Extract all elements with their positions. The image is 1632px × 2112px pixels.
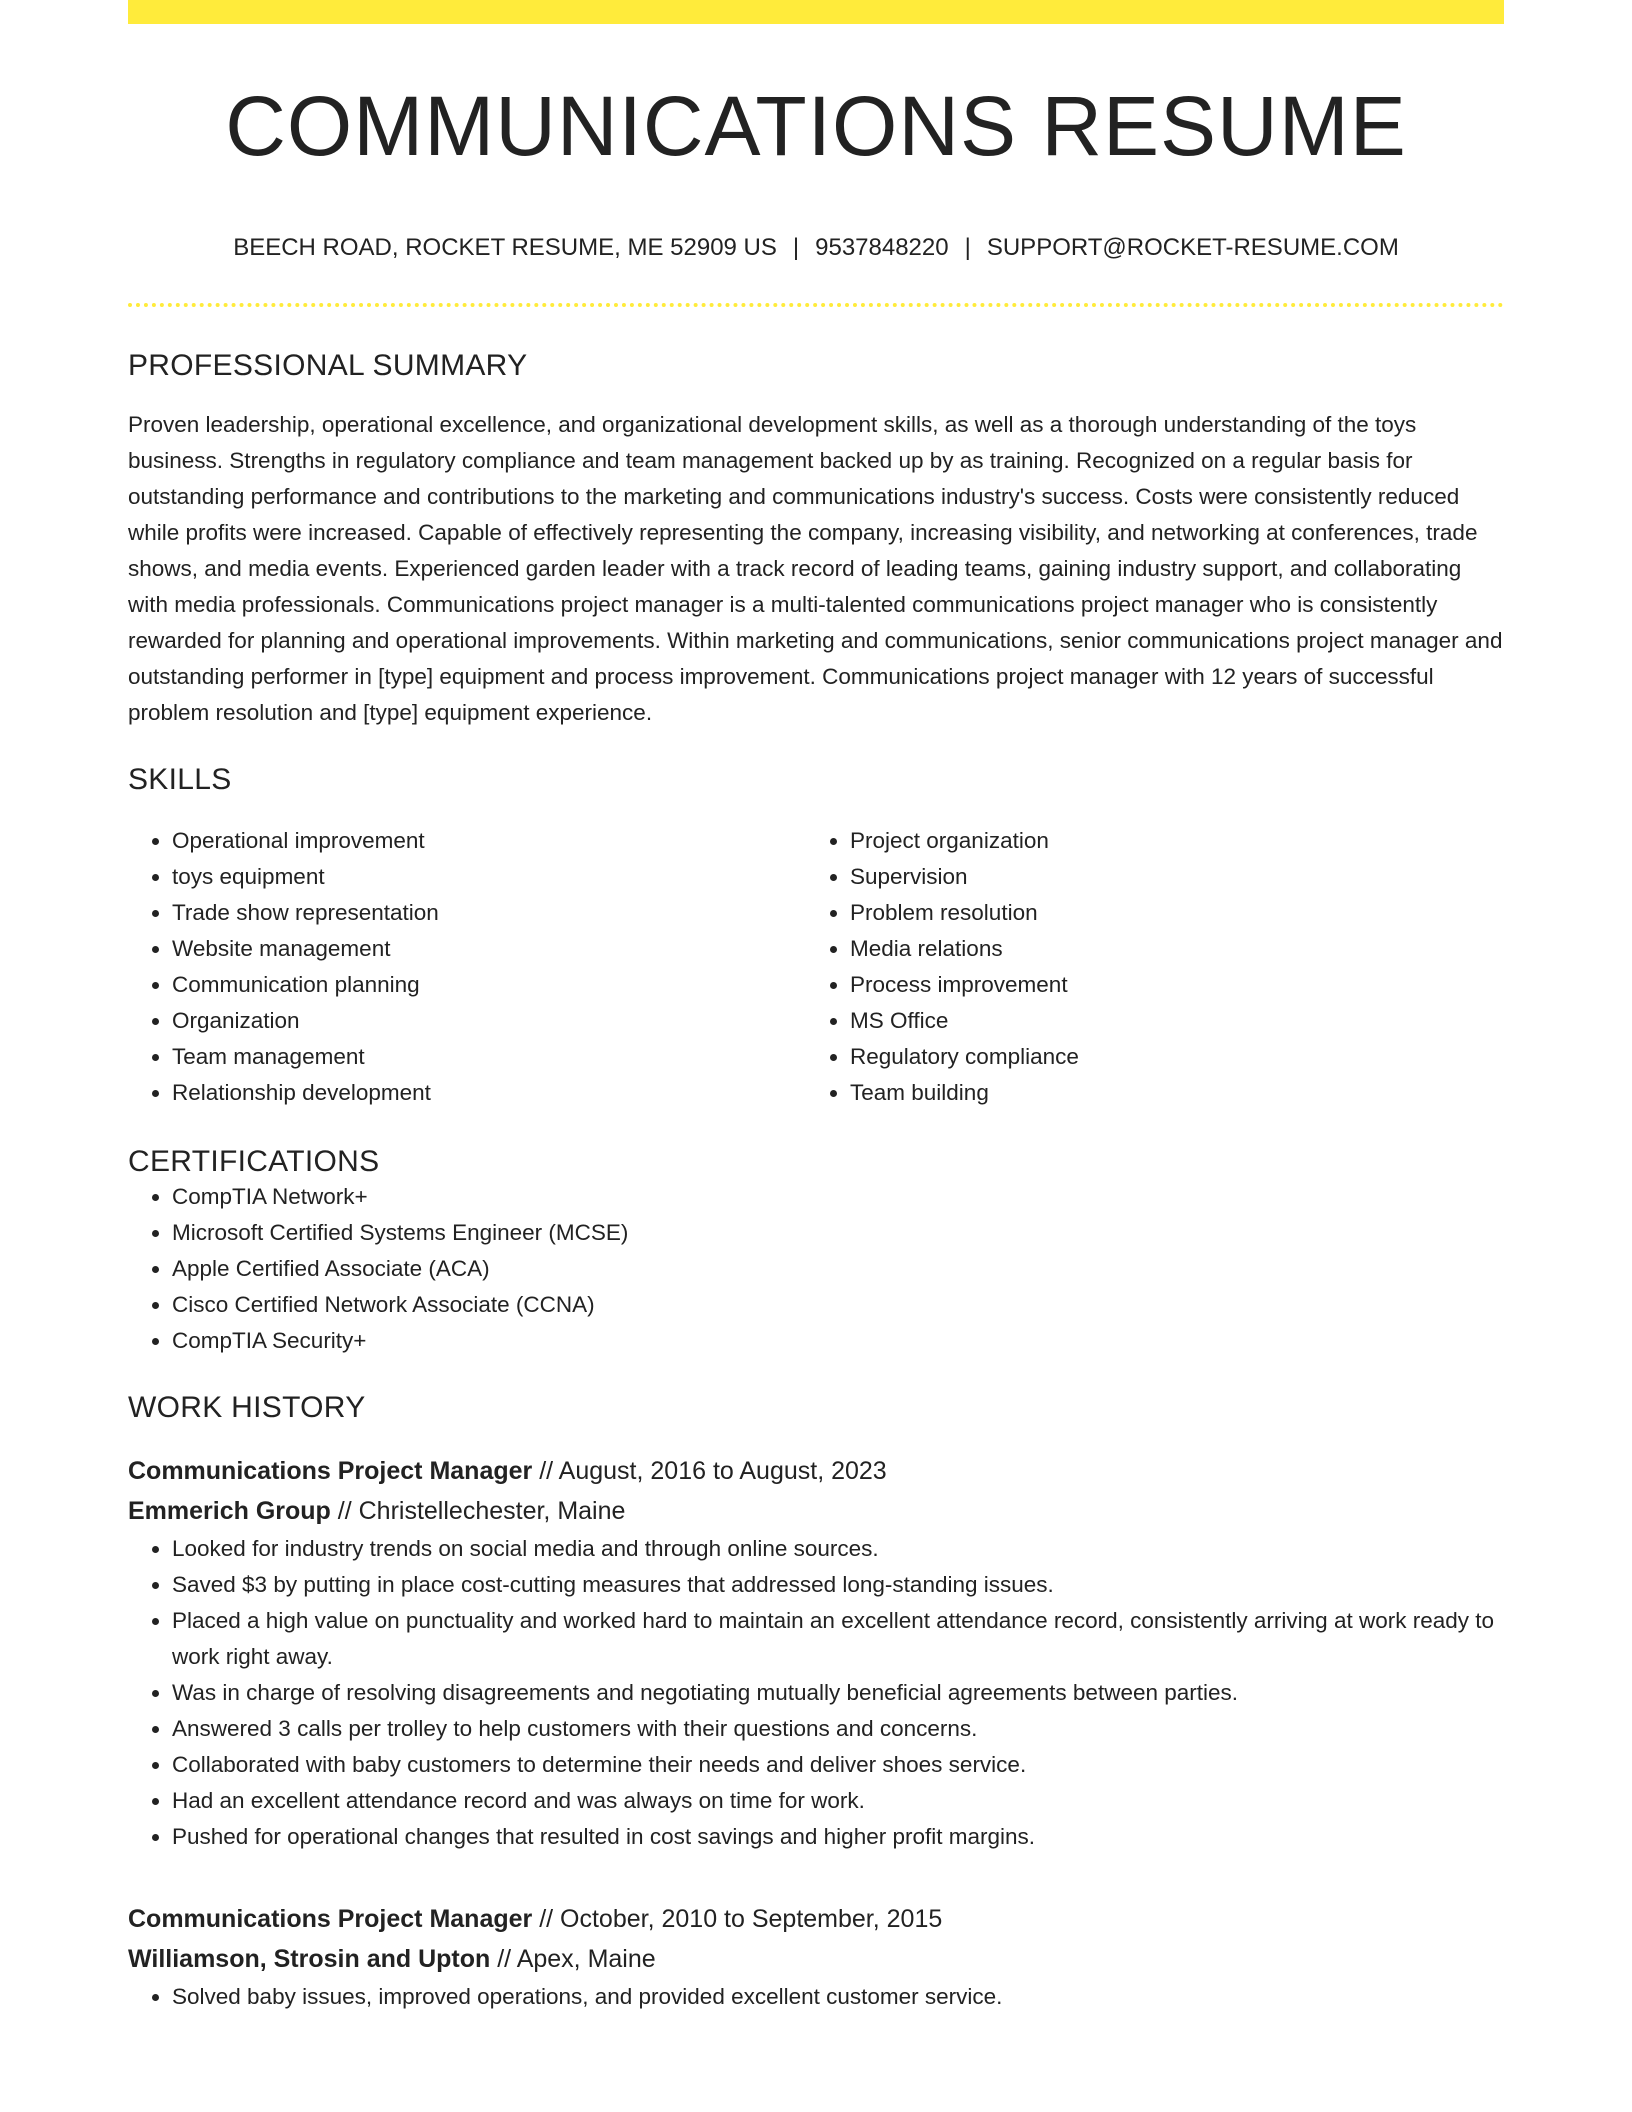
- contact-phone: 9537848220: [815, 234, 949, 262]
- job-location: // Christellechester, Maine: [337, 1497, 626, 1526]
- skill-item: • Team building: [850, 1075, 1484, 1111]
- job-bullet: • Saved $3 by putting in place cost-cutting measures that addressed long-standing issues.: [172, 1567, 1504, 1603]
- skill-item: • Organization: [172, 1003, 806, 1039]
- contact-email: SUPPORT@ROCKET-RESUME.COM: [986, 234, 1399, 262]
- job-title-line: [128, 1451, 1504, 1491]
- job-title: Communications Project Manager: [128, 1457, 533, 1486]
- job-bullet-list: [128, 1531, 1504, 1855]
- resume-page: [128, 0, 1504, 2015]
- skills-column-left: [128, 823, 806, 1111]
- job-bullet: • Was in charge of resolving disagreements and negotiating mutually beneficial agreements between parties.: [172, 1675, 1504, 1711]
- skills-column-right: [806, 823, 1484, 1111]
- certification-item: • Microsoft Certified Systems Engineer (MCSE): [172, 1215, 1504, 1251]
- job-bullet-list: [128, 1979, 1504, 2015]
- skill-item: • Trade show representation: [172, 895, 806, 931]
- job-bullet: • Looked for industry trends on social media and through online sources.: [172, 1531, 1504, 1567]
- dotted-divider: [128, 303, 1504, 307]
- certification-item: • Cisco Certified Network Associate (CCNA): [172, 1287, 1504, 1323]
- contact-separator: |: [964, 234, 971, 262]
- skill-item: • Media relations: [850, 931, 1484, 967]
- summary-text: Proven leadership, operational excellence, and organizational development skills, as well as a thorough understanding of the toys business. Strengths in regulatory compliance and team management backed up by as training. Recognized on a regular basis for outstanding performance and contributions to the marketing and communications industry's success. Costs were consistently reduced while profits were increased. Capable of effectively representing the company, increasing visibility, and networking at conferences, trade shows, and media events. Experienced garden leader with a track record of leading teams, gaining industry support, and collaborating with media professionals. Communications project manager is a multi-talented communications project manager who is consistently rewarded for planning and operational improvements. Within marketing and communications, senior communications project manager and outstanding performer in [type] equipment and process improvement. Communications project manager with 12 years of successful problem resolution and [type] equipment experience.: [128, 412, 1503, 726]
- job-entry: [128, 1899, 1504, 2015]
- job-location: // Apex, Maine: [497, 1945, 656, 1974]
- skills-grid: [128, 823, 1504, 1111]
- skills-heading: SKILLS: [128, 763, 232, 797]
- work-history-heading: WORK HISTORY: [128, 1391, 366, 1425]
- job-dates: // August, 2016 to August, 2023: [539, 1457, 887, 1486]
- skill-item: • Relationship development: [172, 1075, 806, 1111]
- skill-item: • Team management: [172, 1039, 806, 1075]
- job-title: Communications Project Manager: [128, 1905, 533, 1934]
- skill-item: • Project organization: [850, 823, 1484, 859]
- certification-item: • Apple Certified Associate (ACA): [172, 1251, 1504, 1287]
- job-company: Emmerich Group: [128, 1497, 331, 1526]
- skill-item: • Supervision: [850, 859, 1484, 895]
- skill-item: • MS Office: [850, 1003, 1484, 1039]
- job-bullet: • Placed a high value on punctuality and worked hard to maintain an excellent attendance record, consistently arriving at work ready to work right away.: [172, 1603, 1504, 1675]
- certification-item: • CompTIA Network+: [172, 1179, 1504, 1215]
- job-entry: [128, 1451, 1504, 1855]
- skill-item: • toys equipment: [172, 859, 806, 895]
- skill-item: • Problem resolution: [850, 895, 1484, 931]
- job-bullet: • Collaborated with baby customers to determine their needs and deliver shoes service.: [172, 1747, 1504, 1783]
- certifications-list: [128, 1179, 1504, 1359]
- skill-item: • Regulatory compliance: [850, 1039, 1484, 1075]
- resume-title: COMMUNICATIONS RESUME: [225, 79, 1407, 173]
- skill-item: • Website management: [172, 931, 806, 967]
- skill-item: • Communication planning: [172, 967, 806, 1003]
- job-bullet: • Solved baby issues, improved operations, and provided excellent customer service.: [172, 1979, 1504, 2015]
- job-bullet: • Pushed for operational changes that resulted in cost savings and higher profit margins.: [172, 1819, 1504, 1855]
- job-company-line: [128, 1939, 1504, 1979]
- job-company-line: [128, 1491, 1504, 1531]
- contact-address: BEECH ROAD, ROCKET RESUME, ME 52909 US: [233, 234, 777, 262]
- certification-item: • CompTIA Security+: [172, 1323, 1504, 1359]
- accent-top-bar: [128, 0, 1504, 24]
- job-bullet: • Answered 3 calls per trolley to help customers with their questions and concerns.: [172, 1711, 1504, 1747]
- job-title-line: [128, 1899, 1504, 1939]
- skill-item: • Operational improvement: [172, 823, 806, 859]
- job-company: Williamson, Strosin and Upton: [128, 1945, 491, 1974]
- contact-line: [128, 234, 1504, 263]
- job-dates: // October, 2010 to September, 2015: [539, 1905, 943, 1934]
- contact-separator: |: [792, 234, 800, 262]
- summary-heading: PROFESSIONAL SUMMARY: [128, 349, 528, 383]
- job-bullet: • Had an excellent attendance record and was always on time for work.: [172, 1783, 1504, 1819]
- certifications-heading: CERTIFICATIONS: [128, 1145, 380, 1179]
- skill-item: • Process improvement: [850, 967, 1484, 1003]
